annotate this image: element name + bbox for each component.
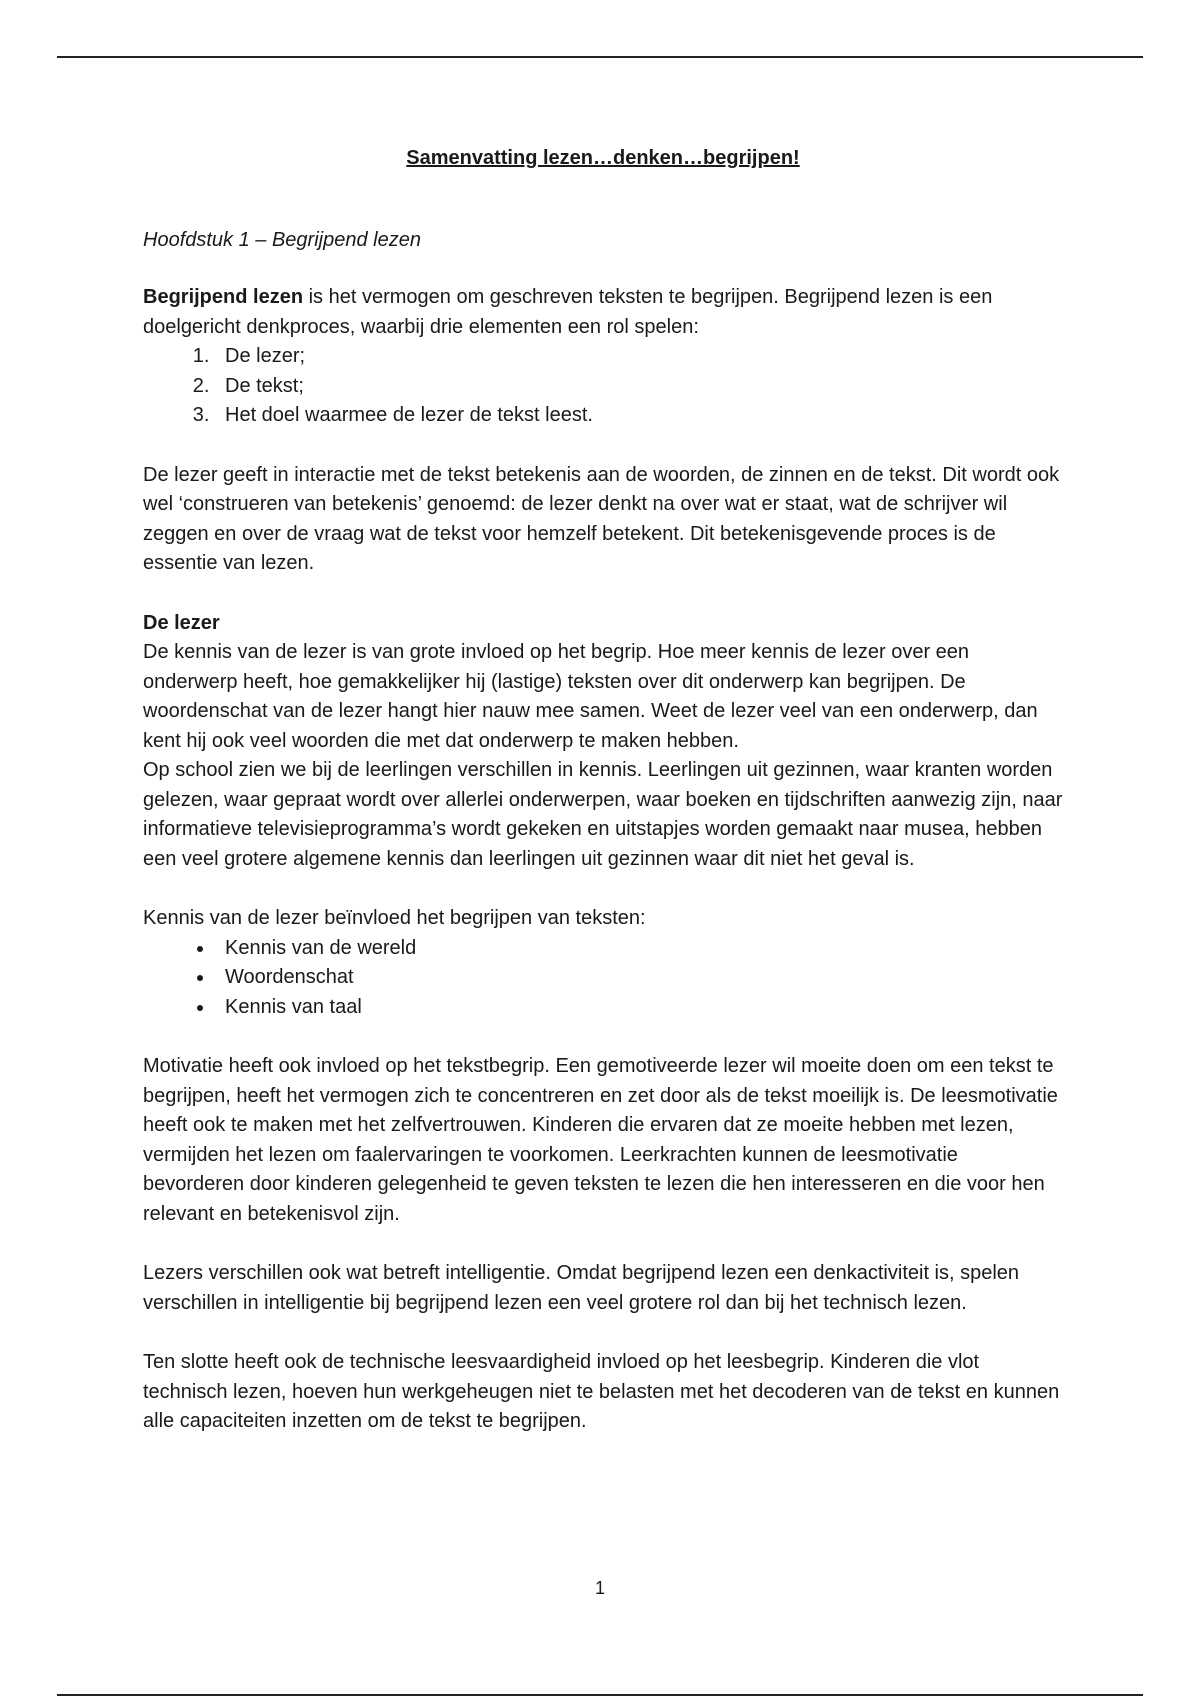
intelligence-paragraph: Lezers verschillen ook wat betreft intelligentie. Omdat begrijpend lezen een denkactiviteit is, spelen verschillen in intelligentie bij begrijpend lezen een veel grotere rol dan bij het technisch lezen.	[143, 1262, 1020, 1314]
reader-heading: De lezer	[143, 611, 220, 634]
intro-term: Begrijpend lezen	[143, 286, 304, 308]
list-item: • Kennis van de wereld	[215, 934, 1063, 964]
document-page	[143, 140, 1063, 1467]
list-item: 3. Het doel waarmee de lezer de tekst leest.	[215, 401, 1063, 431]
list-item: 2. De tekst;	[215, 372, 1063, 402]
elements-list	[143, 342, 1063, 431]
reader-section	[143, 609, 1063, 875]
motivation-paragraph: Motivatie heeft ook invloed op het tekstbegrip. Een gemotiveerde lezer wil moeite doen om een tekst te begrijpen, heeft het vermogen zich te concentreren en zet door als de tekst moeilijk is. De leesmotivatie heeft ook te maken met het zelfvertrouwen. Kinderen die ervaren dat ze moeite hebben met lezen, vermijden het lezen om faalervaringen te voorkomen. Leerkrachten kunnen de leesmotivatie bevorderen door kinderen gelegenheid te geven teksten te lezen die hen interesseren en die voor hen relevant en betekenisvol zijn.	[143, 1055, 1058, 1225]
list-item: • Woordenschat	[215, 963, 1063, 993]
technical-paragraph: Ten slotte heeft ook de technische leesvaardigheid invloed op het leesbegrip. Kinderen die vlot technisch lezen, hoeven hun werkgeheugen niet te belasten met het decoderen van de tekst en kunnen alle capaciteiten inzetten om de tekst te begrijpen.	[143, 1351, 1060, 1432]
list-item: 1. De lezer;	[215, 342, 1063, 372]
document-title: Samenvatting lezen…denken…begrijpen!	[406, 147, 800, 169]
reader-text-2: Op school zien we bij de leerlingen verschillen in kennis. Leerlingen uit gezinnen, waar kranten worden gelezen, waar gepraat wordt over allerlei onderwerpen, waar boeken en tijdschriften aanwezig zijn, naar informatieve televisieprogramma’s wordt gekeken en uitstapjes worden gemaakt naar musea, hebben een veel grotere algemene kennis dan leerlingen uit gezinnen waar dit niet het geval is.	[143, 759, 1063, 870]
bottom-rule	[57, 1694, 1143, 1696]
chapter-heading: Hoofdstuk 1 – Begrijpend lezen	[143, 228, 421, 251]
top-rule	[57, 56, 1143, 58]
knowledge-list	[143, 934, 1063, 1023]
knowledge-intro: Kennis van de lezer beïnvloed het begrijpen van teksten:	[143, 907, 646, 929]
page-number: 1	[594, 1578, 605, 1598]
intro-text: is het vermogen om geschreven teksten te begrijpen. Begrijpend lezen is een doelgericht denkproces, waarbij drie elementen een rol spelen:	[143, 286, 993, 338]
intro-paragraph	[143, 283, 1063, 342]
interaction-paragraph: De lezer geeft in interactie met de tekst betekenis aan de woorden, de zinnen en de tekst. Dit wordt ook wel ‘construeren van betekenis’ genoemd: de lezer denkt na over wat er staat, wat de schrijver wil zeggen en over de vraag wat de tekst voor hemzelf betekent. Dit betekenisgevende proces is de essentie van lezen.	[143, 463, 1060, 574]
reader-text-1: De kennis van de lezer is van grote invloed op het begrip. Hoe meer kennis de lezer over een onderwerp heeft, hoe gemakkelijker hij (lastige) teksten over dit onderwerp kan begrijpen. De woordenschat van de lezer hangt hier nauw mee samen. Weet de lezer veel van een onderwerp, dan kent hij ook veel woorden die met dat onderwerp te maken hebben.	[143, 641, 1038, 752]
list-item: • Kennis van taal	[215, 993, 1063, 1023]
